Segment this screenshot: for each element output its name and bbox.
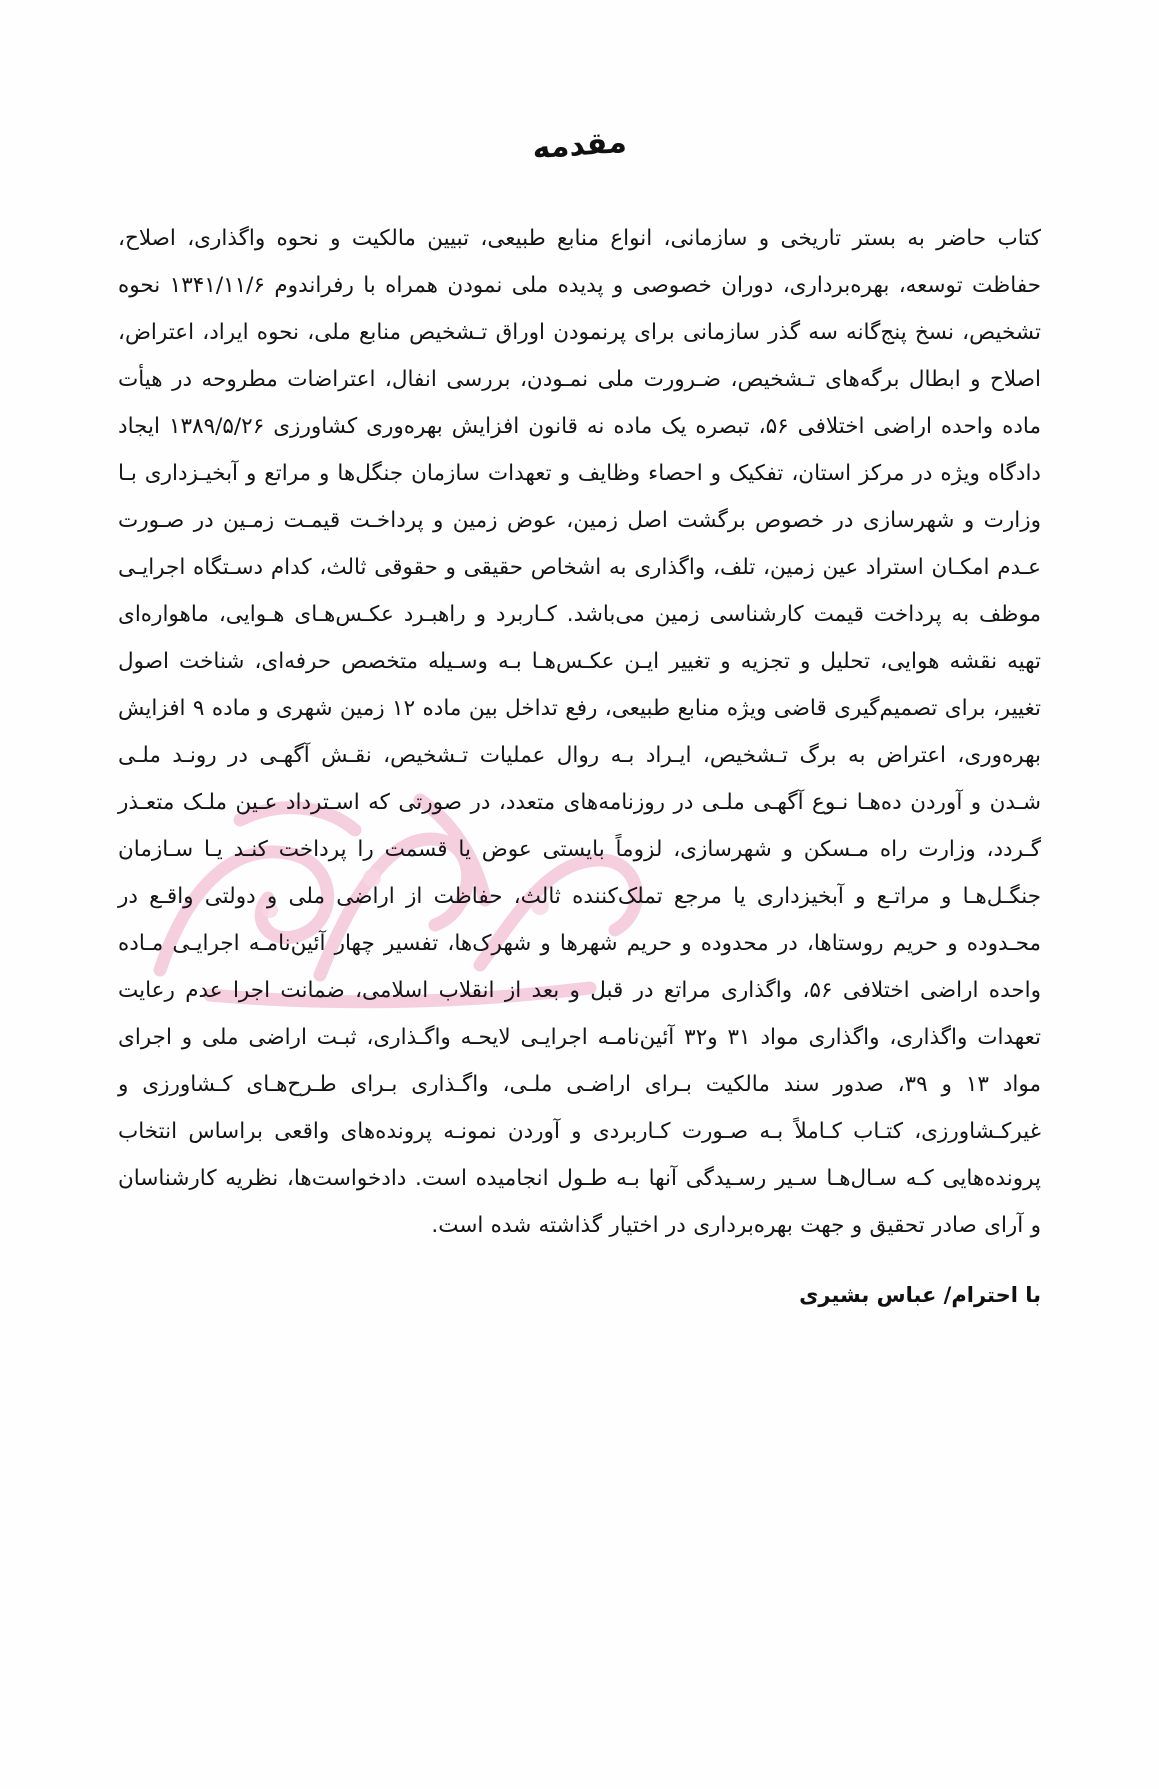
page-title: مقدمه: [531, 124, 628, 167]
body-paragraph: کتاب حاضر به بستر تاریخی و سازمانی، انواع منابع طبیعی، تبیین مالکیت و نحوه واگذاری، اصلاح، حفاظت توسعه، بهره‌برداری، دوران خصوصی و پدیده ملی نمودن همراه با رفراندوم ۱۳۴۱/۱۱/۶ نحوه تشخیص، نسخ پنج‌گانه سه گذر سازمانی برای پرنمودن اوراق تـشخیص منابع ملی، نحوه ایراد، اعتراض، اصلاح و ابطال برگه‌های تـشخیص، ضـرورت ملی نمـودن، بررسی انفال، اعتراضات مطروحه در هیأت ماده واحده اراضی اختلافی ۵۶، تبصره یک ماده نه قانون افزایش بهره‌وری کشاورزی ۱۳۸۹/۵/۲۶ ایجاد دادگاه ویژه در مرکز استان، تفکیک و احصاء وظایف و تعهدات سازمان جنگل‌ها و مراتع و آبخیـزداری بـا وزارت و شهرسازی در خصوص برگشت اصل زمین، عوض زمین و پرداخـت قیمـت زمـین در صـورت عـدم امکـان استراد عین زمین، تلف، واگذاری به اشخاص حقیقی و حقوقی ثالث، کدام دسـتگاه اجرایـی موظف به پرداخت قیمت کارشناسی زمین می‌باشد. کـاربرد و راهبـرد عکـس‌هـای هـوایی، ماهواره‌ای تهیه نقشه هوایی، تحلیل و تجزیه و تغییر ایـن عکـس‌هـا بـه وسـیله متخصص حرفه‌ای، شناخت اصول تغییر، برای تصمیم‌گیری قاضی ویژه منابع طبیعی، رفع تداخل بین ماده ۱۲ زمین شهری و ماده ۹ افزایش بهره‌وری، اعتراض به برگ تـشخیص، ایـراد بـه روال عملیات تـشخیص، نقـش آگهـی در رونـد ملـی شـدن و آوردن ده‌هـا نـوع آگهـی ملـی در روزنامه‌های متعدد، در صورتی که اسـترداد عـین ملـک متعـذر گـردد، وزارت راه مـسکن و شهرسازی، لزوماً بایستی عوض یا قسمت را پرداخت کنـد یـا سـازمان جنگـل‌هـا و مراتـع و آبخیزداری یا مرجع تملک‌کننده ثالث، حفاظت از اراضی ملی و دولتی واقـع در محـدوده و حریم روستاها، در محدوده و حریم شهرها و شهرک‌ها، تفسیر چهار آئین‌نامـه اجرایـی مـاده واحده اراضی اختلافی ۵۶، واگذاری مراتع در قبل و بعد از انقلاب اسلامی، ضمانت اجرا عدم رعایت تعهدات واگذاری، واگذاری مواد ۳۱ و۳۲ آئین‌نامـه اجرایـی لایحـه واگـذاری، ثبـت اراضی ملی و اجرای مواد ۱۳ و ۳۹، صدور سند مالکیت بـرای اراضـی ملـی، واگـذاری بـرای طـرح‌هـای کـشاورزی و غیرکـشاورزی، کتـاب کـاملاً بـه صـورت کـاربردی و آوردن نمونـه پرونده‌های واقعی براساس انتخاب پرونده‌هایی کـه سـال‌هـا سـیر رسـیدگی آنها بـه طـول انجامیده است. دادخواست‌ها، نظریه کارشناسان و آرای صادر تحقیق و جهت بهره‌برداری در اختیار گذاشته شده است.: [118, 226, 1041, 1238]
author-signature: با احترام/ عباس بشیری: [799, 1283, 1041, 1307]
